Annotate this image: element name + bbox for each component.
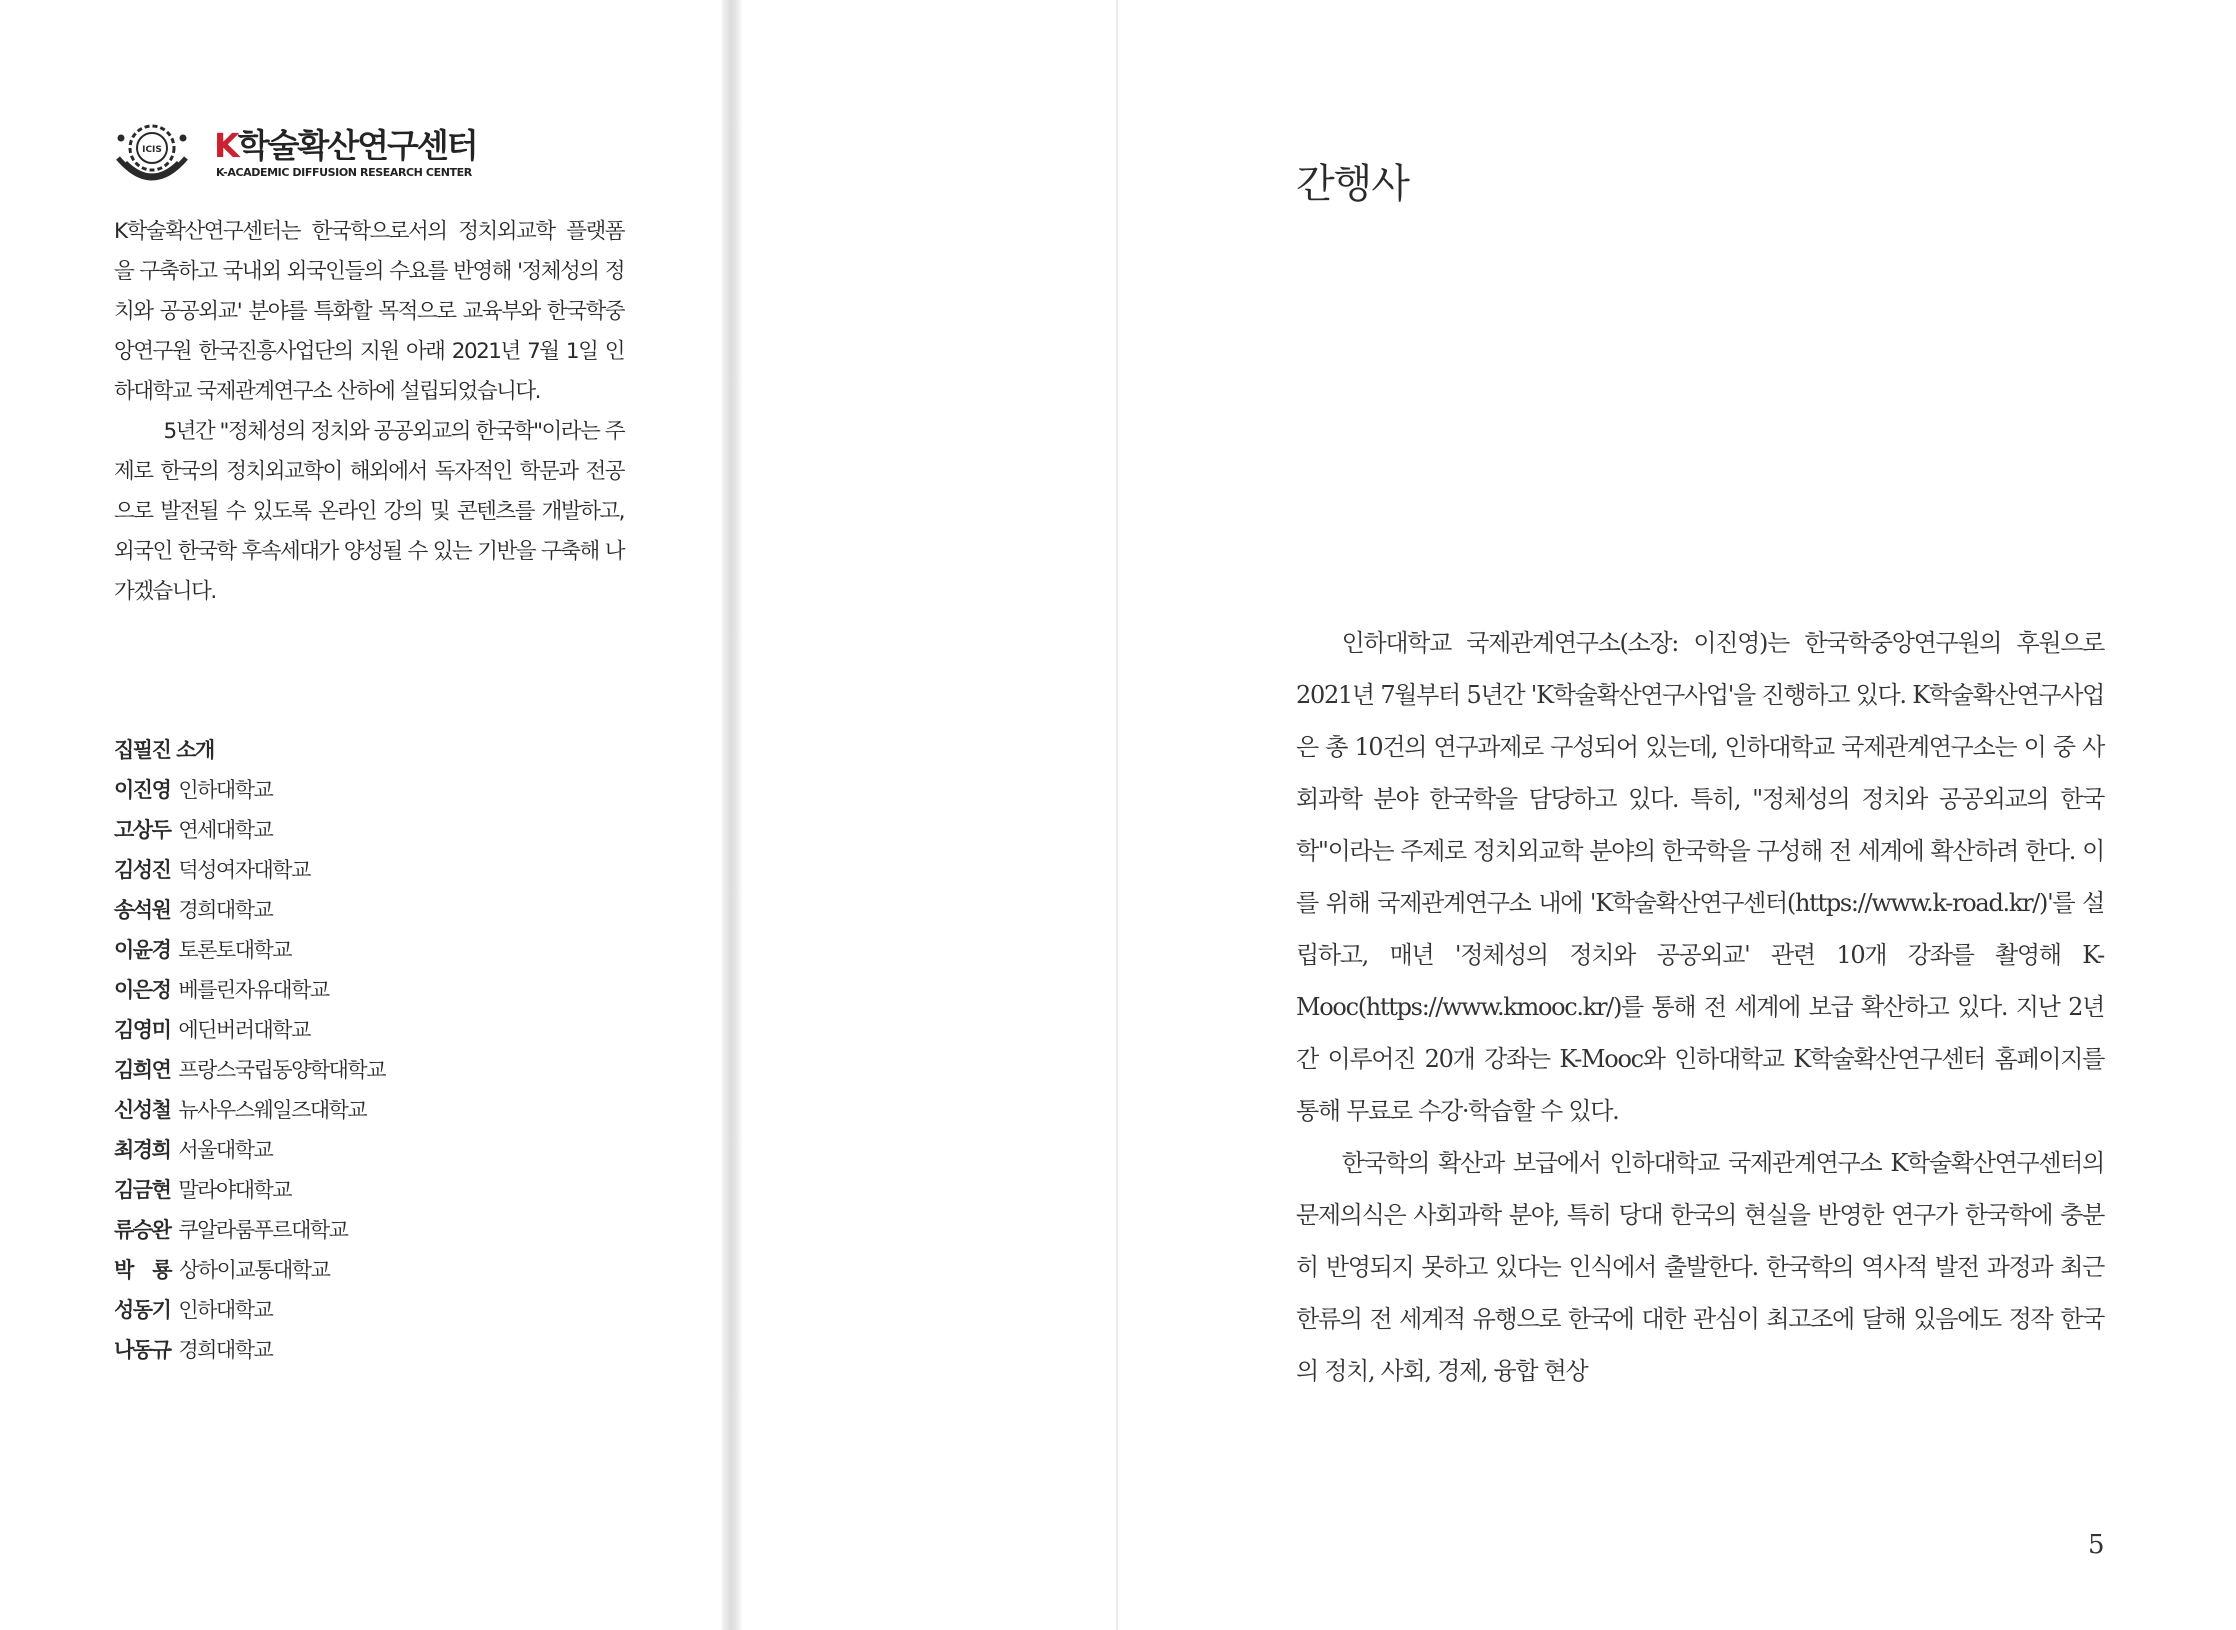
author-row: [114, 1330, 614, 1370]
author-row: [114, 850, 614, 890]
author-affiliation: 뉴사우스웨일즈대학교: [178, 1098, 367, 1122]
author-name: 성동기: [114, 1298, 171, 1322]
author-row: [114, 1130, 614, 1170]
author-name: 고상두: [114, 818, 171, 842]
author-name: 김금현: [114, 1178, 171, 1202]
logo-name-rest: 학술확산연구센터: [237, 126, 477, 165]
author-affiliation: 인하대학교: [178, 1298, 273, 1322]
author-affiliation: 덕성여자대학교: [178, 858, 310, 882]
author-row: [114, 1210, 614, 1250]
authors-list: [114, 730, 614, 1370]
author-row: [114, 970, 614, 1010]
page-title: 간행사: [1296, 161, 1409, 207]
svg-text:ICIS: ICIS: [142, 145, 162, 155]
logo-name: [214, 120, 477, 167]
page-divider: [1116, 0, 1118, 1630]
left-page: [0, 0, 722, 1630]
book-spine-shadow: [722, 0, 742, 1630]
author-name: 김영미: [114, 1018, 171, 1042]
author-affiliation: 프랑스국립동양학대학교: [178, 1058, 386, 1082]
author-affiliation: 베를린자유대학교: [178, 978, 329, 1002]
author-name: 이은정: [114, 978, 171, 1002]
author-affiliation: 토론토대학교: [178, 938, 292, 962]
foreword-paragraph-2: 한국학의 확산과 보급에서 인하대학교 국제관계연구소 K학술확산연구센터의 문제의식은 사회과학 분야, 특히 당대 한국의 현실을 반영한 연구가 한국학에 충분히 반영되지 못하고 있다는 인식에서 출발한다. 한국학의 역사적 발전 과정과 최근 한류의 전 세계적 유행으로 한국에 대한 관심이 최고조에 달해 있음에도 정작 한국의 정치, 사회, 경제, 융합 현상: [1296, 1149, 2104, 1385]
author-affiliation: 말라야대학교: [178, 1178, 292, 1202]
intro-paragraph-2: 5년간 "정체성의 정치와 공공외교의 한국학"이라는 주제로 한국의 정치외교학이 해외에서 독자적인 학문과 전공으로 발전될 수 있도록 온라인 강의 및 콘텐츠를 개발하고, 외국인 한국학 후속세대가 양성될 수 있는 기반을 구축해 나가겠습니다.: [114, 419, 624, 604]
authors-heading: 집필진 소개: [114, 738, 214, 762]
author-row: [114, 1090, 614, 1130]
author-affiliation: 경희대학교: [178, 1338, 273, 1362]
author-row: [114, 1290, 614, 1330]
logo: [112, 118, 532, 194]
logo-name-k: K: [214, 126, 238, 165]
author-affiliation: 경희대학교: [178, 898, 273, 922]
author-name: 나동규: [114, 1338, 171, 1362]
page-number: 5: [2088, 1530, 2105, 1560]
author-affiliation: 인하대학교: [178, 778, 273, 802]
author-name: 김희연: [114, 1058, 171, 1082]
author-row: [114, 890, 614, 930]
logo-subtitle: K-ACADEMIC DIFFUSION RESEARCH CENTER: [216, 166, 472, 179]
emblem-icon: [112, 118, 192, 194]
author-affiliation: 상하이교통대학교: [179, 1258, 330, 1282]
author-affiliation: 에딘버러대학교: [178, 1018, 310, 1042]
author-name: 박 룡: [114, 1258, 172, 1282]
author-affiliation: 연세대학교: [178, 818, 273, 842]
author-row: [114, 1010, 614, 1050]
author-name: 김성진: [114, 858, 171, 882]
author-name: 이진영: [114, 778, 171, 802]
author-row: [114, 1250, 614, 1290]
author-row: [114, 930, 614, 970]
author-affiliation: 서울대학교: [178, 1138, 273, 1162]
author-name: 최경희: [114, 1138, 171, 1162]
foreword-paragraph-1: 인하대학교 국제관계연구소(소장: 이진영)는 한국학중앙연구원의 후원으로 2021년 7월부터 5년간 'K학술확산연구사업'을 진행하고 있다. K학술확산연구사업은 총 10건의 연구과제로 구성되어 있는데, 인하대학교 국제관계연구소는 이 중 사회과학 분야 한국학을 담당하고 있다. 특히, "정체성의 정치와 공공외교의 한국학"이라는 주제로 정치외교학 분야의 한국학을 구성해 전 세계에 확산하려 한다. 이를 위해 국제관계연구소 내에 'K학술확산연구센터(https://www.k-road.kr/)'를 설립하고, 매년 '정체성의 정치와 공공외교' 관련 10개 강좌를 촬영해 K-Mooc(https://www.kmooc.kr/)를 통해 전 세계에 보급 확산하고 있다. 지난 2년간 이루어진 20개 강좌는 K-Mooc와 인하대학교 K학술확산연구센터 홈페이지를 통해 무료로 수강·학습할 수 있다.: [1296, 629, 2104, 1125]
foreword-body: [1296, 617, 2104, 1397]
author-name: 송석원: [114, 898, 171, 922]
intro-paragraph-1: K학술확산연구센터는 한국학으로서의 정치외교학 플랫폼을 구축하고 국내외 외국인들의 수요를 반영해 '정체성의 정치와 공공외교' 분야를 특화할 목적으로 교육부와 한국학중앙연구원 한국진흥사업단의 지원 아래 2021년 7월 1일 인하대학교 국제관계연구소 산하에 설립되었습니다.: [114, 219, 624, 404]
author-row: [114, 810, 614, 850]
author-name: 류승완: [114, 1218, 171, 1242]
author-row: [114, 1050, 614, 1090]
author-name: 이윤경: [114, 938, 171, 962]
author-affiliation: 쿠알라룸푸르대학교: [178, 1218, 348, 1242]
center-introduction: [114, 212, 624, 612]
author-row: [114, 770, 614, 810]
author-row: [114, 1170, 614, 1210]
author-name: 신성철: [114, 1098, 171, 1122]
